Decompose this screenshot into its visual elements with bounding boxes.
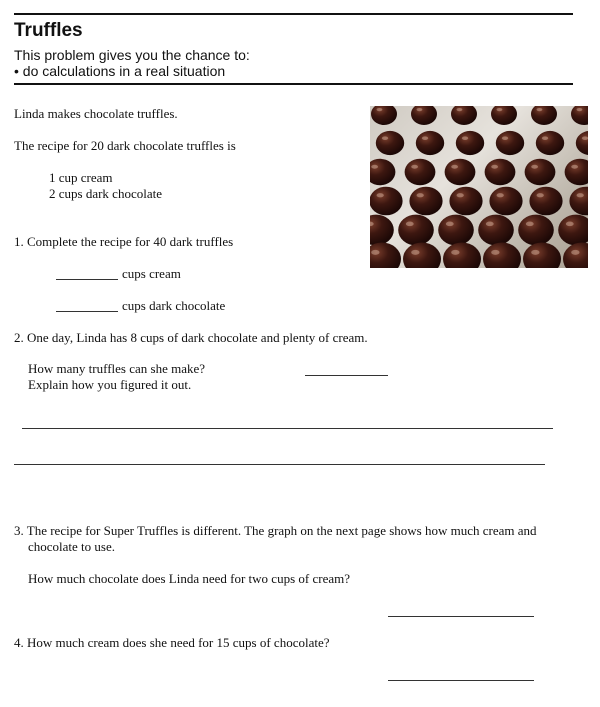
truffle-highlight [537, 193, 544, 197]
truffle-mark [531, 106, 557, 125]
truffle-mark [569, 187, 588, 216]
q2-answer-line[interactable] [305, 375, 388, 376]
q3-prompt-line-2: chocolate to use. [28, 539, 115, 554]
truffle-highlight [451, 250, 459, 255]
truffle-highlight [537, 108, 543, 111]
q3-ask: How much chocolate does Linda need for two cups of cream? [28, 571, 350, 586]
q2-ask: How many truffles can she make? [28, 361, 206, 376]
truffle-highlight [497, 193, 504, 197]
truffle-highlight [417, 193, 424, 197]
truffle-highlight [577, 108, 583, 111]
truffle-mark [558, 215, 588, 246]
truffle-mark [376, 131, 404, 155]
q3-answer-line[interactable] [388, 616, 534, 617]
truffle-highlight [446, 222, 454, 227]
truffle-mark [529, 187, 562, 216]
truffle-highlight [531, 250, 539, 255]
q2-prompt: 2. One day, Linda has 8 cups of dark chocolate and plenty of cream. [14, 330, 368, 345]
truffle-highlight [417, 108, 423, 111]
truffle-mark [370, 243, 401, 269]
truffle-mark [409, 187, 442, 216]
ingredient-chocolate: 2 cups dark chocolate [49, 186, 162, 201]
truffle-mark [536, 131, 564, 155]
truffles-photo [370, 106, 588, 268]
truffle-highlight [497, 108, 503, 111]
truffle-mark [525, 159, 556, 185]
q2-explanation-line-2[interactable] [14, 464, 545, 465]
truffle-highlight [377, 108, 383, 111]
intro-line-1: Linda makes chocolate truffles. [14, 106, 178, 121]
truffle-mark [403, 243, 441, 269]
q1-cream-label: cups cream [122, 266, 181, 281]
truffle-mark [496, 131, 524, 155]
truffle-highlight [406, 222, 414, 227]
truffle-mark [563, 243, 588, 269]
truffle-mark [405, 159, 436, 185]
truffle-highlight [542, 136, 548, 140]
truffle-highlight [457, 193, 464, 197]
header-bottom-rule [14, 83, 573, 85]
truffle-highlight [457, 108, 463, 111]
truffle-mark [416, 131, 444, 155]
truffle-highlight [371, 250, 379, 255]
q1-cream-answer-line[interactable] [56, 279, 118, 280]
truffle-mark [485, 159, 516, 185]
q3-prompt-line-1: 3. The recipe for Super Truffles is different. The graph on the next page shows how much cream and [14, 523, 537, 538]
truffle-highlight [566, 222, 574, 227]
top-rule [14, 13, 573, 15]
truffle-highlight [411, 250, 419, 255]
truffle-mark [483, 243, 521, 269]
page-title: Truffles [14, 20, 83, 41]
truffle-highlight [502, 136, 508, 140]
truffle-highlight [491, 250, 499, 255]
truffle-highlight [411, 165, 418, 169]
truffle-highlight [571, 250, 579, 255]
intro-line-2: The recipe for 20 dark chocolate truffles is [14, 138, 236, 153]
truffle-mark [489, 187, 522, 216]
truffle-mark [523, 243, 561, 269]
truffle-highlight [462, 136, 468, 140]
q4-answer-line[interactable] [388, 680, 534, 681]
truffle-mark [370, 215, 394, 246]
truffle-mark [371, 106, 397, 125]
truffle-mark [445, 159, 476, 185]
truffle-highlight [577, 193, 584, 197]
truffle-highlight [377, 193, 384, 197]
q1-prompt: 1. Complete the recipe for 40 dark truffles [14, 234, 234, 249]
truffle-highlight [382, 136, 388, 140]
truffle-mark [518, 215, 554, 246]
truffle-highlight [486, 222, 494, 227]
truffle-highlight [582, 136, 588, 140]
q2-explain: Explain how you figured it out. [28, 377, 192, 392]
truffle-mark [576, 131, 588, 155]
truffles-image [370, 106, 588, 268]
truffle-mark [370, 187, 403, 216]
truffle-mark [456, 131, 484, 155]
truffle-mark [411, 106, 437, 125]
header-subtitle: This problem gives you the chance to: [14, 47, 250, 63]
truffle-highlight [371, 165, 378, 169]
truffle-mark [451, 106, 477, 125]
q1-chocolate-label: cups dark chocolate [122, 298, 226, 313]
truffle-mark [449, 187, 482, 216]
truffle-highlight [531, 165, 538, 169]
truffle-highlight [491, 165, 498, 169]
truffle-mark [565, 159, 588, 185]
truffle-highlight [571, 165, 578, 169]
truffle-mark [478, 215, 514, 246]
truffle-highlight [422, 136, 428, 140]
q1-chocolate-answer-line[interactable] [56, 311, 118, 312]
truffle-mark [398, 215, 434, 246]
ingredient-cream: 1 cup cream [49, 170, 113, 185]
truffle-mark [443, 243, 481, 269]
header-bullet: • do calculations in a real situation [14, 63, 226, 79]
q2-explanation-line-1[interactable] [22, 428, 553, 429]
truffle-highlight [526, 222, 534, 227]
truffle-mark [370, 159, 395, 185]
q4-prompt: 4. How much cream does she need for 15 cups of chocolate? [14, 635, 330, 650]
truffle-mark [438, 215, 474, 246]
truffle-mark [491, 106, 517, 125]
truffle-highlight [451, 165, 458, 169]
